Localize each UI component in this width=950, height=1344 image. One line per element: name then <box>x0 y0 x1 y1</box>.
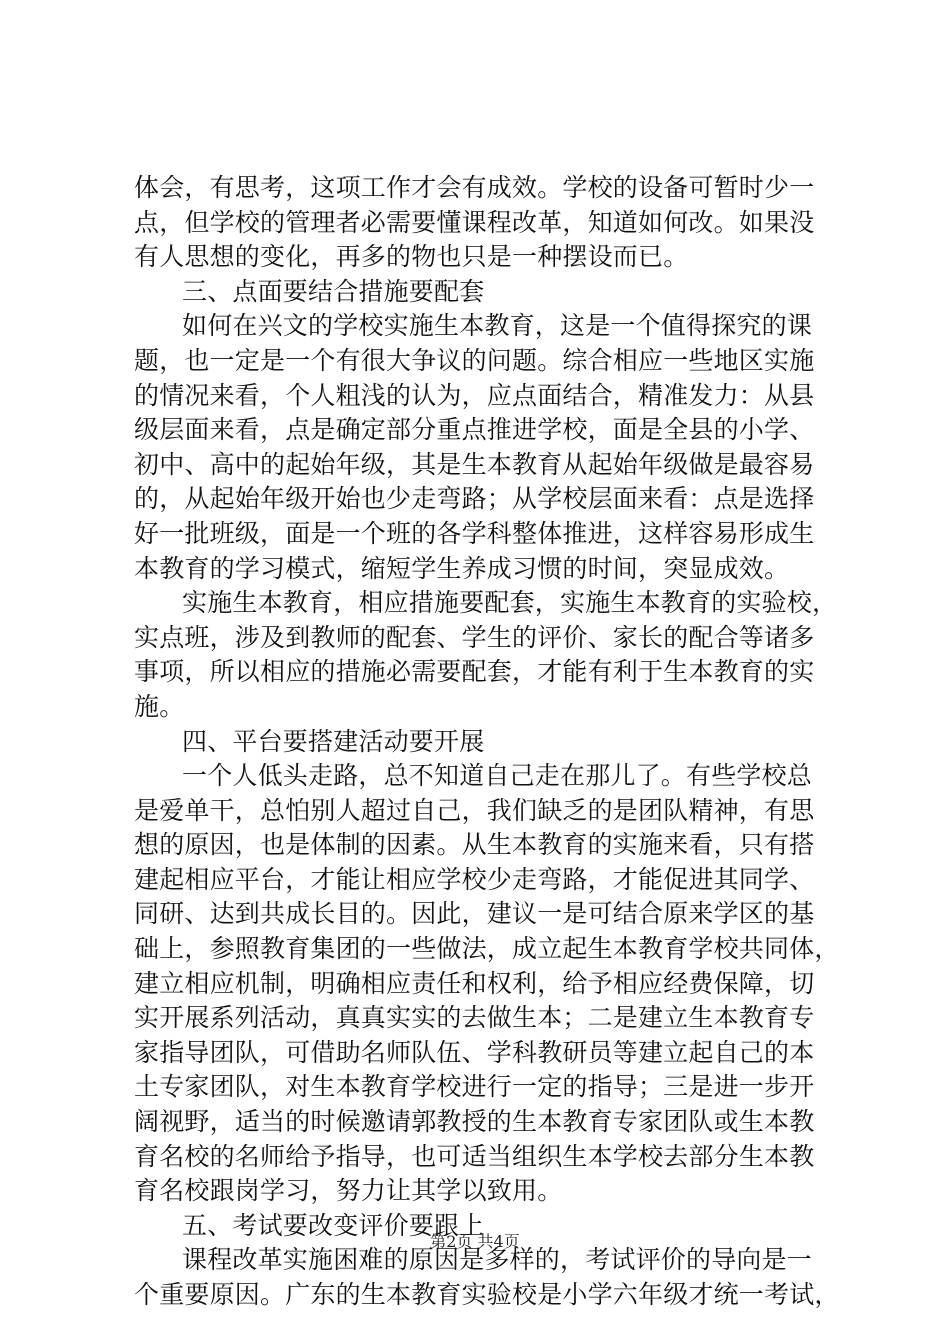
document-body <box>134 171 840 1313</box>
text-line: 如何在兴文的学校实施生本教育，这是一个值得探究的课 <box>182 311 813 341</box>
text-line: 点，但学校的管理者必需要懂课程改革，知道如何改。如果没 <box>134 207 815 237</box>
text-line: 同研、达到共成长目的。因此，建议一是可结合原来学区的基 <box>134 899 815 929</box>
text-line: 础上，参照教育集团的一些做法，成立起生本教育学校共同体， <box>134 934 840 964</box>
text-line: 的情况来看，个人粗浅的认为，应点面结合，精准发力：从县 <box>134 380 815 410</box>
text-line: 育名校跟岗学习，努力让其学以致用。 <box>134 1176 563 1206</box>
text-line: 建立相应机制，明确相应责任和权利，给予相应经费保障，切 <box>134 968 815 998</box>
text-line: 有人思想的变化，再多的物也只是一种摆设而已。 <box>134 242 689 272</box>
text-line: 阔视野，适当的时候邀请郭教授的生本教育专家团队或生本教 <box>134 1107 815 1137</box>
text-line: 事项，所以相应的措施必需要配套，才能有利于生本教育的实 <box>134 657 815 687</box>
page-footer: 第2页 共4页 <box>430 1232 520 1251</box>
text-line: 三、点面要结合措施要配套 <box>182 276 485 306</box>
text-line: 施。 <box>134 691 185 721</box>
text-line: 四、平台要搭建活动要开展 <box>182 726 485 756</box>
text-line: 实点班，涉及到教师的配套、学生的评价、家长的配合等诸多 <box>134 622 815 652</box>
text-line: 本教育的学习模式，缩短学生养成习惯的时间，突显成效。 <box>134 553 790 583</box>
text-line: 实施生本教育，相应措施要配套，实施生本教育的实验校， <box>182 588 838 618</box>
text-line: 建起相应平台，才能让相应学校少走弯路，才能促进其同学、 <box>134 864 815 894</box>
text-line: 级层面来看，点是确定部分重点推进学校，面是全县的小学、 <box>134 415 815 445</box>
text-line: 课程改革实施困难的原因是多样的，考试评价的导向是一 <box>182 1245 813 1275</box>
text-line: 好一批班级，面是一个班的各学科整体推进，这样容易形成生 <box>134 518 815 548</box>
text-line: 五、考试要改变评价要跟上 <box>182 1210 485 1240</box>
text-line: 想的原因，也是体制的因素。从生本教育的实施来看，只有搭 <box>134 830 815 860</box>
text-line: 实开展系列活动，真真实实的去做生本；二是建立生本教育专 <box>134 1003 815 1033</box>
text-line: 土专家团队，对生本教育学校进行一定的指导；三是进一步开 <box>134 1072 815 1102</box>
text-line: 初中、高中的起始年级，其是生本教育从起始年级做是最容易 <box>134 449 815 479</box>
text-line: 家指导团队，可借助名师队伍、学科教研员等建立起自己的本 <box>134 1037 815 1067</box>
text-line: 的，从起始年级开始也少走弯路；从学校层面来看：点是选择 <box>134 484 815 514</box>
text-line: 个重要原因。广东的生本教育实验校是小学六年级才统一考试， <box>134 1280 840 1309</box>
text-line: 是爱单干，总怕别人超过自己，我们缺乏的是团队精神，有思 <box>134 795 815 825</box>
text-line: 体会，有思考，这项工作才会有成效。学校的设备可暂时少一 <box>134 173 815 202</box>
text-line: 育名校的名师给予指导，也可适当组织生本学校去部分生本教 <box>134 1141 815 1171</box>
text-line: 一个人低头走路，总不知道自己走在那儿了。有些学校总 <box>182 761 813 791</box>
text-line: 题，也一定是一个有很大争议的问题。综合相应一些地区实施 <box>134 345 815 375</box>
